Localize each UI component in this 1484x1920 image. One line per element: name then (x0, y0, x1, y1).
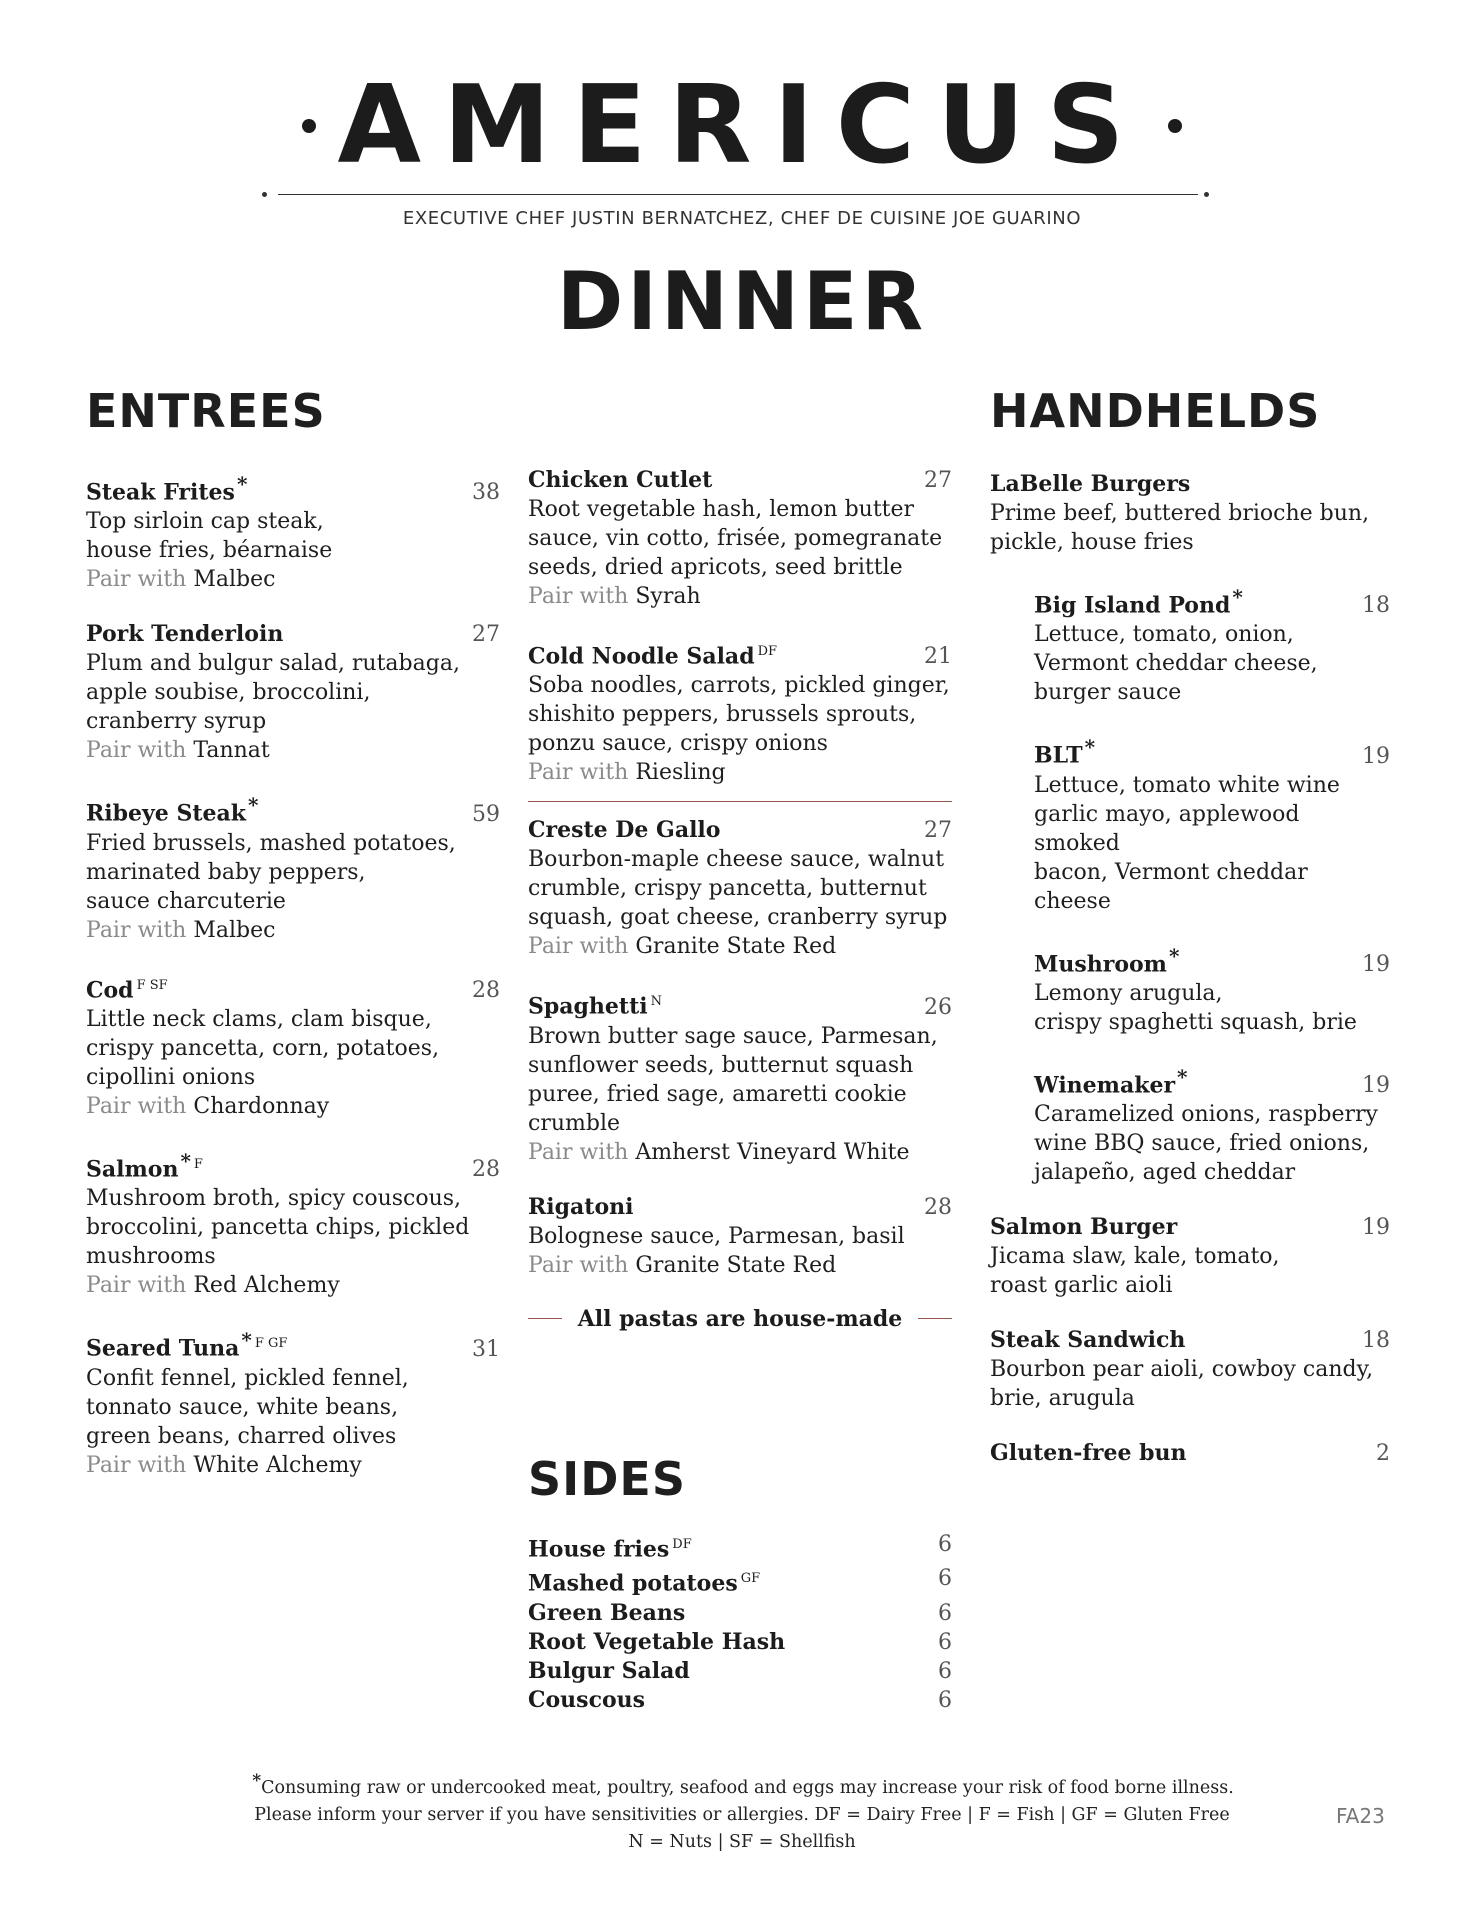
menu-item (1034, 1063, 1390, 1187)
item-header (1034, 1063, 1390, 1100)
menu-item (1034, 733, 1390, 915)
item-description: shishito peppers, brussels sprouts, (528, 702, 917, 728)
item-price: 28 (472, 977, 500, 1003)
item-price: 19 (1362, 1073, 1390, 1099)
pairing-label: Pair with (86, 917, 187, 943)
pairing-label: Pair with (528, 934, 629, 960)
item-header (86, 971, 500, 1005)
item-name: Steak Frites (86, 479, 235, 506)
item-name: Salmon (86, 1156, 179, 1183)
item-title (86, 1326, 287, 1363)
wine-pairing (86, 916, 500, 945)
item-price: 28 (472, 1157, 500, 1183)
item-price: 38 (472, 480, 500, 506)
side-title (528, 1657, 690, 1686)
asterisk: * (252, 1771, 262, 1791)
item-price: 26 (924, 994, 952, 1020)
pairing-wine: Amherst Vineyard White (635, 1139, 910, 1165)
side-item (528, 1564, 952, 1598)
item-description: Lemony arugula, (1034, 980, 1223, 1006)
side-item (528, 1599, 952, 1628)
pairing-label: Pair with (86, 1452, 187, 1478)
item-price: 59 (472, 801, 500, 827)
item-description: broccolini, pancetta chips, pickled (86, 1215, 470, 1241)
handhelds-column (990, 470, 1390, 1494)
pasta-note-rule-left (528, 1318, 562, 1319)
dietary-tags: DF (757, 644, 778, 659)
item-header (990, 1213, 1390, 1242)
item-header (1034, 583, 1390, 620)
disclaimer-line-3: N = Nuts | SF = Shellfish (628, 1831, 856, 1852)
item-header (1034, 733, 1390, 770)
item-header (990, 1439, 1390, 1468)
item-title (990, 1326, 1185, 1355)
item-name: Spaghetti (528, 993, 648, 1020)
item-description: cranberry syrup (86, 709, 267, 735)
side-price: 6 (938, 1566, 952, 1592)
item-description: apple soubise, broccolini, (86, 680, 371, 706)
dietary-tags: DF (672, 1537, 692, 1552)
menu-item (86, 971, 500, 1121)
dietary-tags: F SF (136, 977, 168, 993)
menu-item (86, 470, 500, 594)
item-name: Pork Tenderloin (86, 621, 284, 648)
pairing-label: Pair with (86, 1093, 187, 1119)
pairing-wine: Granite State Red (635, 934, 837, 960)
item-description: burger sauce (1034, 680, 1182, 706)
item-header (528, 987, 952, 1021)
item-description: Root vegetable hash, lemon butter (528, 497, 915, 522)
item-description: Bourbon pear aioli, cowboy candy, (990, 1357, 1374, 1383)
item-name: Salmon Burger (990, 1214, 1178, 1241)
item-title (1034, 942, 1179, 979)
menu-item (1034, 583, 1390, 707)
menu-item (990, 1439, 1390, 1468)
pairing-wine: Syrah (635, 584, 701, 609)
entrees-heading: ENTREES (86, 384, 326, 438)
item-title (528, 1193, 633, 1222)
brand-name: AMERICUS (337, 63, 1147, 188)
wine-pairing (86, 565, 500, 594)
side-price: 6 (938, 1687, 952, 1713)
item-name: Mushroom (1034, 950, 1167, 977)
pairing-wine: Red Alchemy (193, 1273, 340, 1299)
side-name: Root Vegetable Hash (528, 1628, 786, 1655)
item-title (990, 470, 1190, 499)
item-description: crispy pancetta, corn, potatoes, (86, 1035, 440, 1061)
side-title (528, 1628, 785, 1657)
item-description: roast garlic aioli (990, 1273, 1173, 1299)
item-name: Cold Noodle Salad (528, 643, 755, 670)
item-name: Steak Sandwich (990, 1327, 1186, 1354)
pairing-wine: Malbec (193, 917, 276, 943)
item-description: Prime beef, buttered brioche bun, (990, 501, 1370, 526)
item-description: mushrooms (86, 1244, 216, 1270)
header-rule-dot-right (1204, 192, 1209, 197)
wine-pairing (528, 1251, 952, 1280)
item-header (528, 637, 952, 671)
side-name: Mashed potatoes (528, 1570, 738, 1597)
pasta-note-text: All pastas are house-made (577, 1305, 903, 1332)
wine-pairing (86, 1271, 500, 1300)
menu-item (86, 791, 500, 944)
item-description: wine BBQ sauce, fried onions, (1034, 1131, 1370, 1157)
item-name: Cod (86, 976, 134, 1003)
item-title (86, 971, 168, 1005)
item-header (528, 466, 952, 495)
item-title (86, 1147, 203, 1184)
header-rule-dot-left (262, 192, 267, 197)
item-title (528, 987, 662, 1021)
wine-pairing (528, 582, 952, 611)
item-price: 27 (924, 818, 952, 844)
item-description: seeds, dried apricots, seed brittle (528, 555, 903, 580)
item-description: crumble, crispy pancetta, butternut (528, 876, 927, 902)
raw-asterisk: * (1168, 943, 1180, 968)
item-description: Jicama slaw, kale, tomato, (990, 1244, 1280, 1270)
logo-dot-right (1168, 119, 1182, 133)
side-price: 6 (938, 1532, 952, 1557)
sides-list (528, 1530, 952, 1715)
item-description: Lettuce, tomato, onion, (1034, 622, 1294, 648)
wine-pairing (528, 1138, 952, 1167)
item-name: Rigatoni (528, 1193, 634, 1220)
wine-pairing (528, 758, 952, 787)
raw-asterisk: * (236, 472, 248, 496)
menu-item (86, 1326, 500, 1479)
item-title (86, 620, 283, 649)
item-title (990, 1213, 1177, 1242)
dietary-tags: GF (740, 1571, 761, 1587)
disclaimer-line-1: *Consuming raw or undercooked meat, poultry, seafood and eggs may increase your risk of food borne illness. (252, 1771, 1234, 1798)
item-title (86, 470, 247, 507)
item-description: sauce, vin cotto, frisée, pomegranate (528, 526, 943, 551)
item-description: jalapeño, aged cheddar (1034, 1160, 1296, 1186)
item-description: Confit fennel, pickled fennel, (86, 1365, 409, 1391)
side-name: House fries (528, 1536, 670, 1563)
item-description: pickle, house fries (990, 530, 1194, 555)
side-item (528, 1686, 952, 1715)
side-item (528, 1530, 952, 1564)
raw-asterisk: * (241, 1328, 252, 1353)
section-divider (528, 801, 952, 802)
item-header (1034, 942, 1390, 979)
item-description: cipollini onions (86, 1064, 256, 1090)
item-description: garlic mayo, applewood smoked (1034, 801, 1300, 856)
item-name: Big Island Pond (1034, 592, 1231, 619)
footer-disclaimer (0, 1768, 1484, 1856)
pairing-label: Pair with (528, 1252, 629, 1278)
item-price: 19 (1362, 951, 1390, 977)
logo-dot-left (302, 119, 316, 133)
header-rule (278, 194, 1198, 195)
wine-pairing (86, 1092, 500, 1121)
menu-title: DINNER (556, 255, 928, 348)
item-description: Fried brussels, mashed potatoes, (86, 830, 456, 856)
raw-asterisk: * (1177, 1064, 1188, 1089)
item-header (86, 791, 500, 828)
item-description: Top sirloin cap steak, (86, 509, 324, 535)
handhelds-heading: HANDHELDS (990, 384, 1321, 438)
pairing-label: Pair with (86, 567, 187, 593)
menu-item (990, 1326, 1390, 1413)
menu-item (86, 620, 500, 765)
side-price: 6 (938, 1600, 952, 1626)
item-description: bacon, Vermont cheddar cheese (1034, 859, 1308, 914)
item-name: BLT (1034, 742, 1083, 769)
wine-pairing (528, 932, 952, 961)
entrees-column-1 (86, 470, 500, 1506)
item-price: 31 (472, 1336, 500, 1362)
pairing-wine: Chardonnay (193, 1093, 330, 1119)
item-price: 2 (1376, 1441, 1390, 1467)
item-price: 28 (924, 1194, 952, 1220)
menu-item (1034, 942, 1390, 1037)
item-header (528, 1193, 952, 1222)
side-item (528, 1657, 952, 1686)
item-name: Ribeye Steak (86, 800, 247, 827)
item-description: crispy spaghetti squash, brie (1034, 1009, 1357, 1035)
item-header (990, 470, 1390, 499)
item-title (1034, 733, 1095, 770)
item-title (86, 791, 258, 828)
item-header (86, 1326, 500, 1363)
item-description: green beans, charred olives (86, 1423, 397, 1449)
item-description: Lettuce, tomato white wine (1034, 772, 1340, 798)
item-name: Winemaker (1034, 1072, 1176, 1099)
item-name: Seared Tuna (86, 1335, 240, 1362)
raw-asterisk: * (1084, 735, 1096, 760)
item-description: marinated baby peppers, (86, 859, 366, 885)
item-description: Soba noodles, carrots, pickled ginger, (528, 673, 950, 699)
pairing-label: Pair with (86, 738, 187, 764)
raw-asterisk: * (180, 1148, 191, 1173)
side-title (528, 1564, 760, 1598)
pasta-note (528, 1306, 952, 1332)
item-description: tonnato sauce, white beans, (86, 1394, 399, 1420)
pairing-label: Pair with (528, 760, 629, 786)
menu-item (528, 816, 952, 961)
item-description: Brown butter sage sauce, Parmesan, (528, 1023, 938, 1049)
item-price: 27 (472, 622, 500, 648)
item-title (1034, 1063, 1188, 1100)
menu-item (528, 466, 952, 611)
sides-heading: SIDES (528, 1452, 686, 1506)
item-name: Chicken Cutlet (528, 467, 713, 493)
side-title (528, 1599, 685, 1628)
wine-pairing (86, 1451, 500, 1480)
item-description: ponzu sauce, crispy onions (528, 731, 828, 757)
item-description: Little neck clams, clam bisque, (86, 1006, 432, 1032)
menu-item (86, 1147, 500, 1300)
item-price: 18 (1362, 1328, 1390, 1354)
item-title (528, 466, 712, 495)
item-price: 19 (1362, 743, 1390, 769)
item-name: Gluten-free bun (990, 1440, 1187, 1467)
pasta-note-rule-right (918, 1318, 952, 1319)
item-header (86, 1147, 500, 1184)
item-description: Mushroom broth, spicy couscous, (86, 1186, 462, 1212)
item-description: puree, fried sage, amaretti cookie (528, 1081, 907, 1107)
raw-asterisk: * (1232, 585, 1243, 609)
item-title (528, 816, 720, 845)
side-title (528, 1686, 645, 1715)
side-price: 6 (938, 1658, 952, 1684)
item-price: 19 (1362, 1215, 1390, 1241)
item-description: Bolognese sauce, Parmesan, basil (528, 1223, 905, 1249)
restaurant-logo (0, 63, 1484, 188)
item-header (528, 816, 952, 845)
pairing-wine: White Alchemy (193, 1452, 362, 1478)
item-title (1034, 583, 1243, 620)
chef-credits: EXECUTIVE CHEF JUSTIN BERNATCHEZ, CHEF DE CUISINE JOE GUARINO (402, 208, 1082, 229)
pairing-wine: Granite State Red (635, 1252, 837, 1278)
side-name: Bulgur Salad (528, 1657, 690, 1684)
pairing-label: Pair with (528, 1139, 629, 1165)
item-description: sunflower seeds, butternut squash (528, 1052, 914, 1078)
entrees-column-2 (528, 466, 952, 1332)
item-header (86, 470, 500, 507)
side-name: Couscous (528, 1686, 646, 1713)
dietary-tags: F GF (254, 1336, 288, 1352)
item-description: Plum and bulgur salad, rutabaga, (86, 651, 460, 677)
item-description: sauce charcuterie (86, 888, 286, 914)
side-item (528, 1628, 952, 1657)
pairing-wine: Riesling (635, 760, 726, 786)
item-price: 27 (924, 468, 952, 493)
item-header (990, 1326, 1390, 1355)
side-name: Green Beans (528, 1599, 686, 1626)
disclaimer-line-2: Please inform your server if you have sensitivities or allergies. DF = Dairy Free | F = Fish | GF = Gluten Free (254, 1804, 1230, 1825)
item-description: brie, arugula (990, 1386, 1135, 1412)
dietary-tags: F (193, 1156, 203, 1172)
item-name: Creste De Gallo (528, 817, 721, 844)
pairing-label: Pair with (86, 1273, 187, 1299)
pairing-label: Pair with (528, 584, 629, 609)
raw-asterisk: * (248, 793, 259, 818)
wine-pairing (86, 736, 500, 765)
side-title (528, 1530, 692, 1564)
menu-item (528, 987, 952, 1166)
menu-item (528, 637, 952, 787)
item-description: Vermont cheddar cheese, (1034, 651, 1318, 677)
side-price: 6 (938, 1629, 952, 1655)
item-title (990, 1439, 1187, 1468)
pairing-wine: Tannat (193, 738, 270, 764)
menu-code: FA23 (1336, 1804, 1385, 1828)
item-description: Bourbon-maple cheese sauce, walnut (528, 847, 945, 873)
menu-item (990, 1213, 1390, 1300)
menu-item (528, 1193, 952, 1280)
item-price: 21 (924, 644, 952, 670)
pairing-wine: Malbec (193, 567, 276, 593)
item-title (528, 637, 777, 671)
item-description: crumble (528, 1110, 621, 1136)
item-header (86, 620, 500, 649)
item-description: house fries, béarnaise (86, 538, 333, 564)
dietary-tags: N (650, 994, 662, 1010)
menu-item (990, 470, 1390, 557)
item-price: 18 (1362, 593, 1390, 619)
item-description: Caramelized onions, raspberry (1034, 1102, 1378, 1128)
item-name: LaBelle Burgers (990, 471, 1191, 497)
item-description: squash, goat cheese, cranberry syrup (528, 905, 948, 931)
